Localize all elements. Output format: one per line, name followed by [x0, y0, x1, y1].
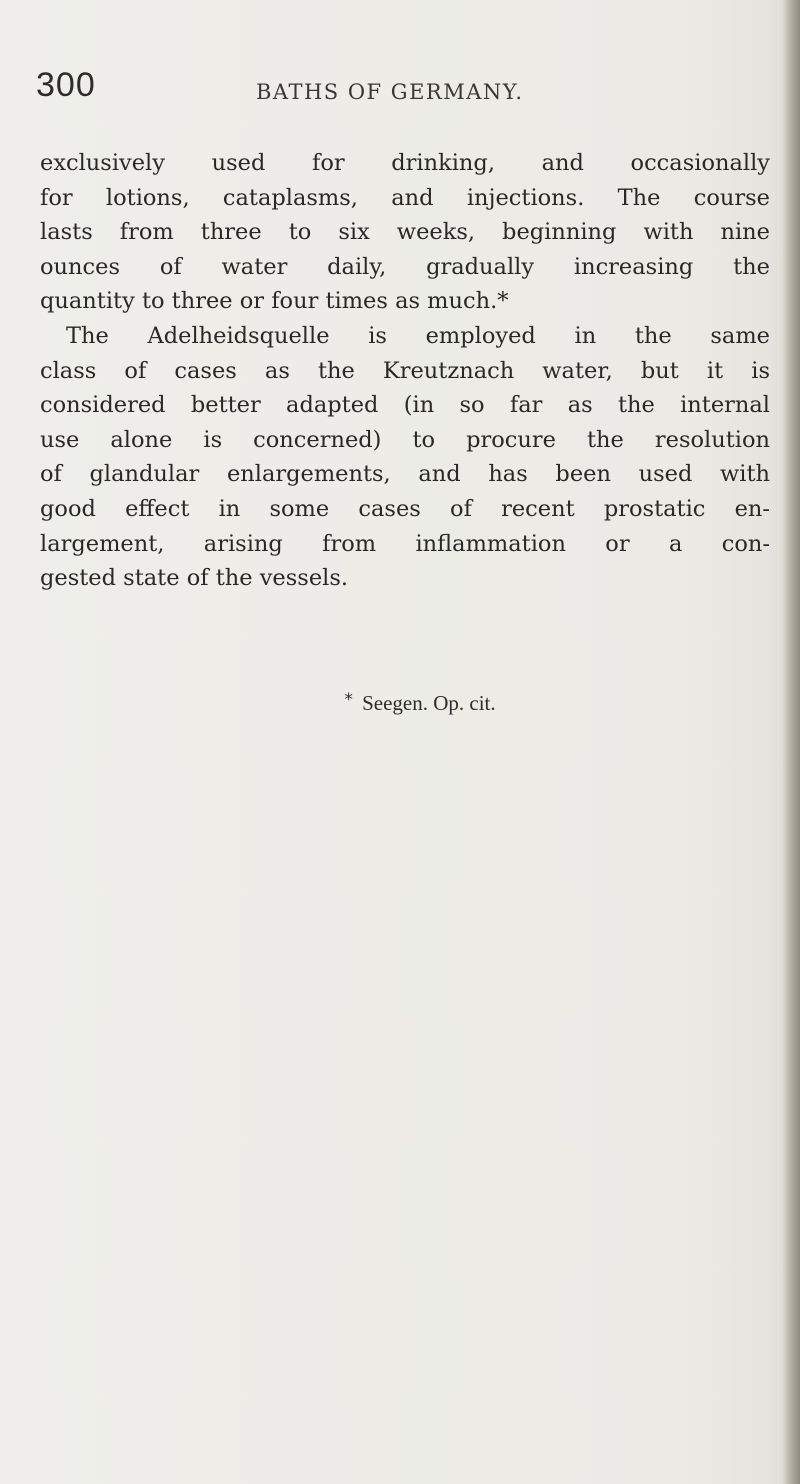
page-edge-shadow: [782, 0, 800, 1484]
text-line: class of cases as the Kreutznach water, but it is: [40, 357, 770, 384]
text-line: exclusively used for drinking, and occasionally: [40, 150, 770, 176]
text-line: considered better adapted (in so far as the internal: [40, 392, 770, 419]
text-line: use alone is concerned) to procure the resolution: [40, 426, 770, 453]
text-line: good effect in some cases of recent prostatic en-: [40, 495, 770, 522]
text-line: lasts from three to six weeks, beginning with nine: [40, 219, 770, 246]
footnote: [0, 690, 800, 716]
text-line: gested state of the vessels.: [40, 565, 349, 592]
body-text: [40, 146, 770, 596]
text-line: for lotions, cataplasms, and injections. The course: [40, 184, 770, 211]
paragraph-start-line: The Adelheidsquelle is employed in the same: [66, 322, 770, 349]
text-line: ounces of water daily, gradually increasing the: [40, 253, 770, 280]
footnote-mark: *: [344, 690, 353, 710]
text-line: of glandular enlargements, and has been used with: [40, 461, 770, 488]
page-number: 300: [36, 66, 96, 104]
text-line: largement, arising from inflammation or a con-: [40, 530, 770, 557]
footnote-text: Seegen. Op. cit.: [362, 691, 496, 715]
page-header: [0, 66, 800, 116]
running-title: BATHS OF GERMANY.: [256, 80, 524, 104]
text-line: quantity to three or four times as much.*: [40, 288, 509, 315]
